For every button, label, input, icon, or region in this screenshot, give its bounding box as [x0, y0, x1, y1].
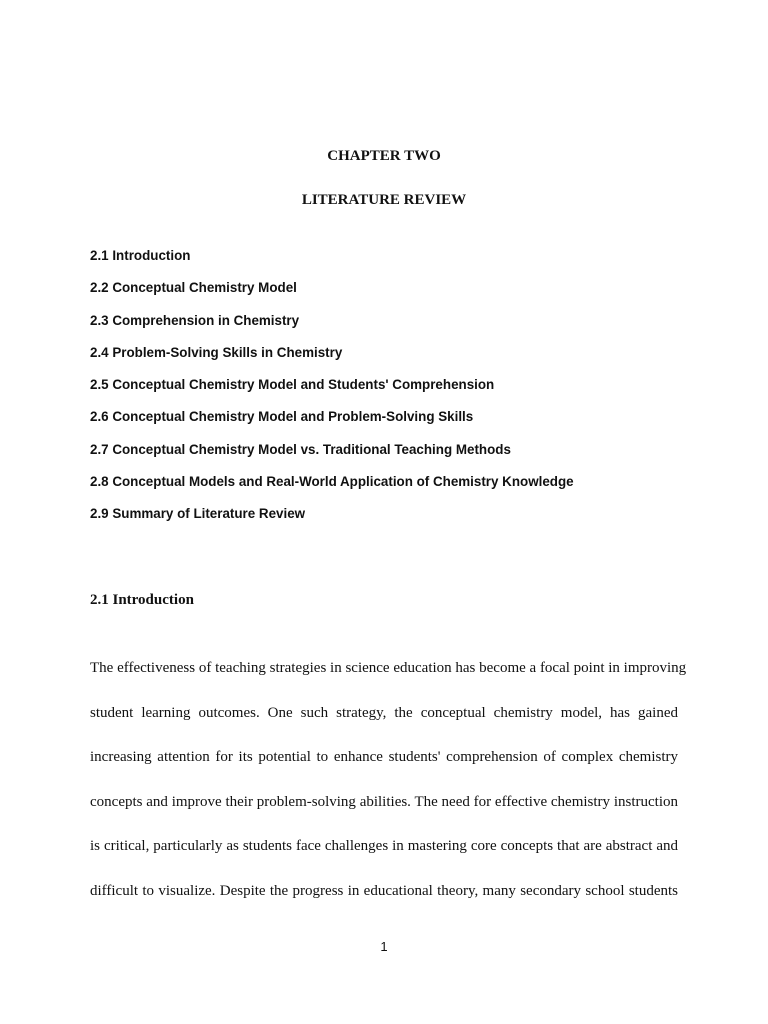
table-of-contents — [90, 246, 574, 537]
toc-item: 2.4 Problem-Solving Skills in Chemistry — [90, 344, 343, 360]
intro-heading: 2.1 Introduction — [90, 592, 194, 608]
chapter-title: CHAPTER TWO — [327, 148, 441, 164]
intro-paragraph — [90, 646, 687, 914]
toc-item: 2.7 Conceptual Chemistry Model vs. Traditional Teaching Methods — [90, 441, 511, 457]
page-number: 1 — [380, 939, 388, 954]
paragraph-line: is critical, particularly as students face challenges in mastering core concepts that are abstract and — [90, 838, 678, 855]
paragraph-line: student learning outcomes. One such strategy, the conceptual chemistry model, has gained — [90, 704, 678, 721]
section-title: LITERATURE REVIEW — [301, 192, 467, 208]
paragraph-line: concepts and improve their problem-solving abilities. The need for effective chemistry instruction — [90, 793, 678, 810]
paragraph-line: increasing attention for its potential to enhance students' comprehension of complex chemistry — [90, 749, 678, 766]
toc-item: 2.5 Conceptual Chemistry Model and Students' Comprehension — [90, 377, 495, 393]
paragraph-line: The effectiveness of teaching strategies in science education has become a focal point in improving — [90, 660, 687, 676]
toc-item: 2.9 Summary of Literature Review — [90, 506, 306, 522]
toc-item: 2.2 Conceptual Chemistry Model — [90, 280, 297, 296]
paragraph-line: difficult to visualize. Despite the progress in educational theory, many secondary school students — [90, 882, 678, 899]
toc-item: 2.6 Conceptual Chemistry Model and Problem-Solving Skills — [90, 409, 474, 425]
toc-item: 2.3 Comprehension in Chemistry — [90, 312, 300, 328]
toc-item: 2.1 Introduction — [90, 248, 191, 263]
toc-item: 2.8 Conceptual Models and Real-World Application of Chemistry Knowledge — [90, 474, 574, 490]
